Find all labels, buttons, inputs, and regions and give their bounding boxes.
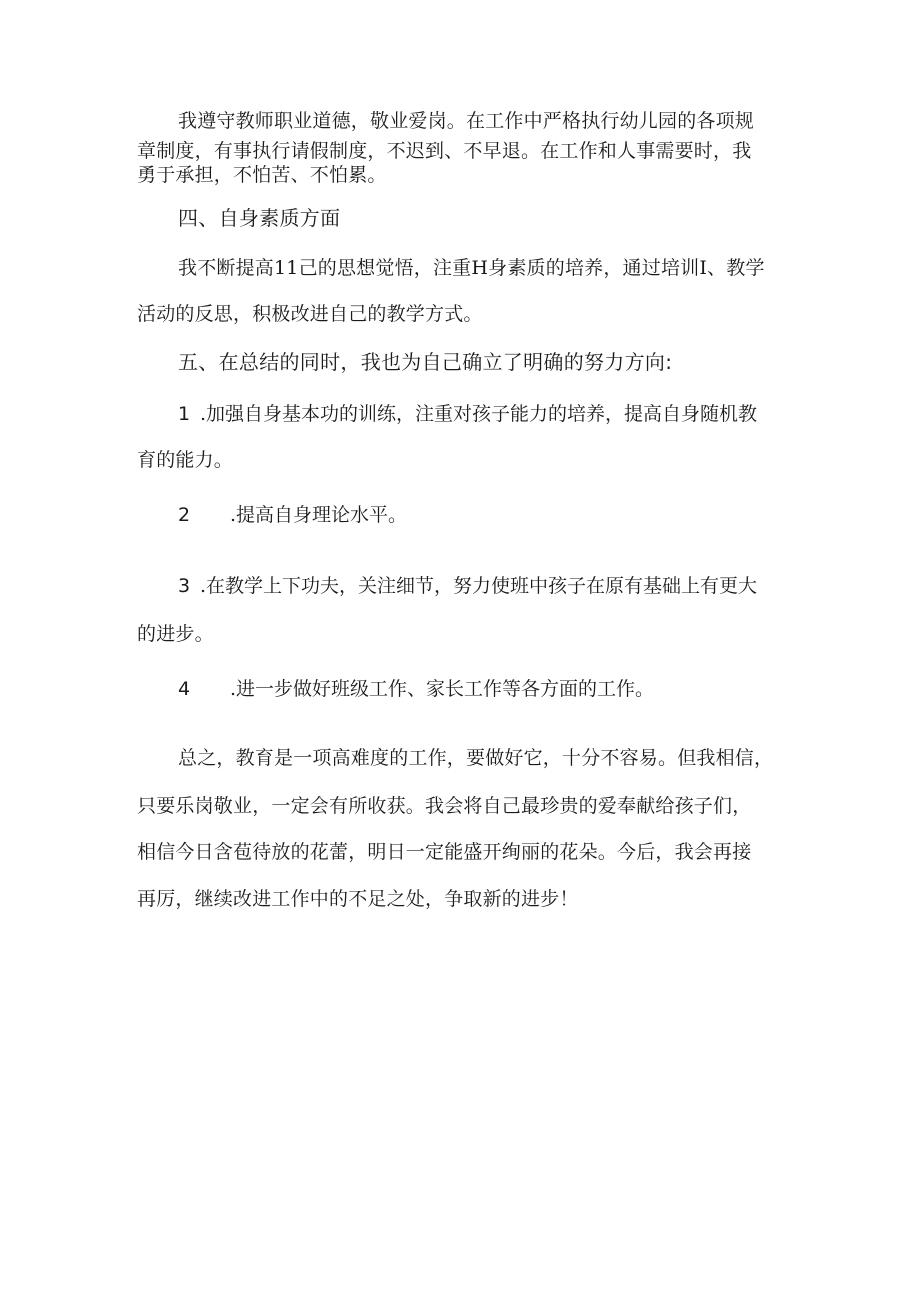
item-3-line-2: 的进步。 bbox=[137, 623, 214, 645]
item-3-line-1: .在教学上下功夫，关注细节，努力使班中孩子在原有基础上有更大 bbox=[200, 575, 758, 597]
section-4-line-1: 我不断提高11己的思想觉悟，注重H身素质的培养，通过培训I、教学 bbox=[178, 257, 765, 279]
conclusion-line-4: 再厉，继续改进工作中的不足之处，争取新的进步！ bbox=[137, 888, 579, 910]
item-2-line-1: .提高自身理论水平。 bbox=[230, 504, 408, 526]
item-1-line-2: 育的能力。 bbox=[137, 449, 234, 471]
item-1-line-1: .加强自身基本功的训练，注重对孩子能力的培养，提高自身随机教 bbox=[200, 403, 758, 425]
section-4-line-2: 活动的反思，积极改进自己的教学方式。 bbox=[137, 303, 483, 325]
item-1-number: 1 bbox=[178, 403, 191, 425]
ethics-paragraph-line-3: 勇于承担，不怕苦、不怕累。 bbox=[137, 164, 387, 186]
conclusion-line-1: 总之，教育是一项高难度的工作，要做好它，十分不容易。但我相信， bbox=[178, 747, 774, 769]
ethics-paragraph-line-2: 章制度，有事执行请假制度，不迟到、不早退。在工作和人事需要时，我 bbox=[137, 140, 752, 162]
item-4-line-1: .进一步做好班级工作、家长工作等各方面的工作。 bbox=[230, 678, 655, 700]
ethics-paragraph-line-1: 我遵守教师职业道德，敬业爱岗。在工作中严格执行幼儿园的各项规 bbox=[178, 110, 755, 132]
conclusion-line-3: 相信今日含苞待放的花蕾，明日一定能盛开绚丽的花朵。今后，我会再接 bbox=[137, 841, 752, 863]
item-2-number: 2 bbox=[178, 504, 191, 526]
conclusion-line-2: 只要乐岗敬业，一定会有所收获。我会将自己最珍贵的爱奉献给孩子们， bbox=[137, 795, 752, 817]
item-3-number: 3 bbox=[178, 575, 191, 597]
item-4-number: 4 bbox=[178, 678, 191, 700]
section-5-heading: 五、在总结的同时，我也为自己确立了明确的努力方向: bbox=[178, 350, 673, 374]
section-4-heading: 四、自身素质方面 bbox=[178, 206, 341, 230]
